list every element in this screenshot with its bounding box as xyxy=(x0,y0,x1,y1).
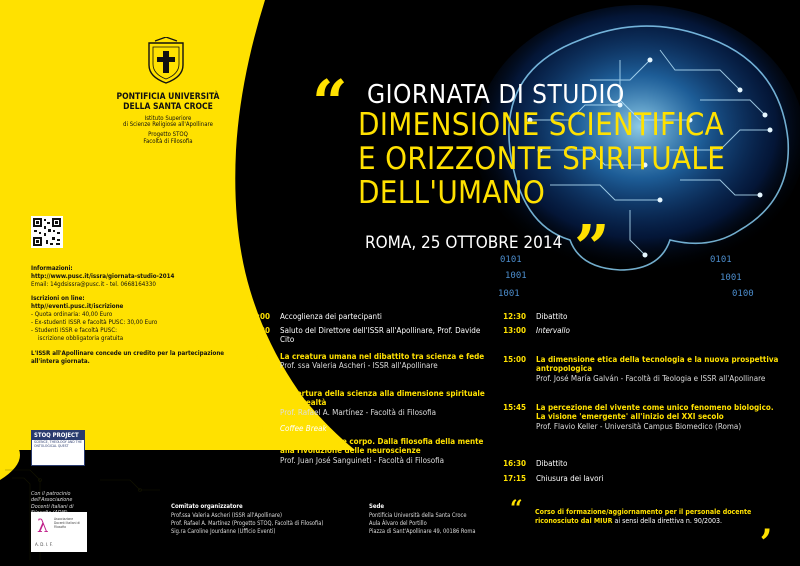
university-name: PONTIFICIA UNIVERSITÀ xyxy=(116,92,220,102)
course-open-quote-mark: “ xyxy=(510,496,523,522)
program-item xyxy=(500,459,780,468)
program-item xyxy=(500,403,780,431)
institute-name: Istituto Superiore xyxy=(144,114,192,122)
program-time: 13:00 xyxy=(503,326,526,335)
course-close-quote-mark: , xyxy=(761,503,773,543)
institute-name-line-2: di Scienze Religiose all'Apollinare xyxy=(123,121,213,129)
program-title: Saluto del Direttore dell'ISSR all'Apollinare, Prof. Davide Cito xyxy=(280,326,481,345)
program-title: Chiusura dei lavori xyxy=(536,474,604,483)
event-kicker: GIORNATA DI STUDIO xyxy=(367,80,625,110)
svg-text:1001: 1001 xyxy=(720,273,742,283)
program-time: 11:15 xyxy=(247,424,270,433)
registration-heading: Iscrizioni on line: xyxy=(31,294,85,302)
info-url-link[interactable]: http://www.pusc.it/issra/giornata-studio-2014 xyxy=(31,272,175,280)
program-item xyxy=(244,326,494,345)
program-item xyxy=(244,389,494,417)
stoq-project-label: Progetto STOQ xyxy=(148,131,188,139)
svg-text:1001: 1001 xyxy=(505,271,527,281)
close-quote-mark: ” xyxy=(574,211,610,284)
program-item xyxy=(500,355,780,383)
committee-member: Prof.ssa Valeria Ascheri (ISSR all'Apollinare) xyxy=(171,512,282,519)
adif-logo-text: Associazione Docenti Italiani di Filosofia xyxy=(54,517,81,529)
registration-url-link[interactable]: http//eventi.pusc.it/iscrizione xyxy=(31,302,124,310)
program-title: Dibattito xyxy=(536,459,568,468)
venue-heading: Sede xyxy=(369,503,385,510)
event-title-line-3: DELL'UMANO xyxy=(358,174,546,211)
course-accreditation-note xyxy=(535,508,757,526)
venue-block xyxy=(369,503,475,536)
lambda-icon: λ xyxy=(37,516,49,537)
event-title-line-1: DIMENSIONE SCIENTIFICA xyxy=(358,107,725,143)
program-title: L'uomo: anima e corpo. Dalla filosofia della mente alla rivoluzione delle neuroscienze xyxy=(280,437,484,456)
info-contact: Email: 14gdsissra@pusc.it - tel. 0668164330 xyxy=(31,280,156,288)
program-item xyxy=(244,352,494,371)
committee-heading: Comitato organizzatore xyxy=(171,503,243,510)
adif-logo-abbr: A. D. I. F. xyxy=(35,543,53,548)
venue-line: Aula Álvaro del Portillo xyxy=(369,520,427,527)
faculty-label: Facoltà di Filosofia xyxy=(143,138,193,146)
event-title xyxy=(358,109,725,210)
university-block xyxy=(92,93,244,146)
program-title: L'apertura della scienza alla dimensione spirituale della realtà xyxy=(280,389,485,408)
program-time: 9:45 xyxy=(252,352,270,361)
svg-text:0100: 0100 xyxy=(732,289,754,299)
info-heading: Informazioni: xyxy=(31,265,73,272)
stoq-logo-subtitle: SCIENCE, THEOLOGY AND THE ONTOLOGICAL QUEST xyxy=(34,440,82,448)
open-quote-mark: “ xyxy=(312,66,348,139)
organizing-committee xyxy=(171,503,323,536)
fee-item: - Ex-studenti ISSR e facoltà PUSC: 30,00 Euro xyxy=(31,319,241,327)
program-title: Accoglienza dei partecipanti xyxy=(280,312,382,321)
event-title-line-2: E ORIZZONTE SPIRITUALE xyxy=(358,140,726,177)
program-time: 15:45 xyxy=(503,403,526,412)
program-time: 11:45 xyxy=(247,437,270,446)
adif-logo xyxy=(31,512,87,552)
program-item xyxy=(244,424,494,433)
program-title: La dimensione etica della tecnologia e la nuova prospettiva antropologica xyxy=(536,355,779,374)
program-time: 16:30 xyxy=(503,459,526,468)
program-time: 17:15 xyxy=(503,474,526,483)
course-text-end: ai sensi della direttiva n. 90/2003. xyxy=(612,517,722,526)
stoq-logo xyxy=(31,430,85,466)
program-speaker: Prof. ssa Valeria Ascheri - ISSR all'Apollinare xyxy=(280,361,438,371)
svg-text:0101: 0101 xyxy=(500,255,522,265)
program-title: Dibattito xyxy=(536,312,568,321)
fee-list xyxy=(31,311,241,335)
program-time: 9:30 xyxy=(252,326,270,335)
course-text: Corso di formazione/aggiornamento per il personale docente riconosciuto dal xyxy=(535,508,752,526)
program-speaker: Prof. Flavio Keller - Università Campus Biomedico (Roma) xyxy=(536,421,742,431)
university-name-line-2: DELLA SANTA CROCE xyxy=(123,101,213,112)
program-item xyxy=(500,312,780,321)
program-title: La creatura umana nel dibattito tra scienza e fede xyxy=(280,352,485,361)
committee-member: Sig.ra Caroline Jourdanne (Ufficio Eventi) xyxy=(171,529,276,536)
program-time: 12:30 xyxy=(503,312,526,321)
program-speaker: Prof. Rafael A. Martínez - Facoltà di Filosofia xyxy=(280,407,437,417)
program-time: 15:00 xyxy=(503,355,526,364)
fee-item: - Studenti ISSR e facoltà PUSC: xyxy=(31,327,241,335)
program-title: Coffee Break xyxy=(280,424,327,433)
program-time: 9:00 xyxy=(252,312,270,321)
info-block xyxy=(31,265,241,366)
program-item xyxy=(500,474,780,483)
program-title: La percezione del vivente come unico fenomeno biologico. La visione 'emergente' all'inizio del XXI secolo xyxy=(536,403,774,422)
credit-note: L'ISSR all'Apollinare concede un credito per la partecipazione all'intera giornata. xyxy=(31,350,225,366)
adif-patronage-note: Con il patrocinio dell'Associazione Docenti Italiani di xyxy=(31,491,74,510)
qr-code-icon[interactable] xyxy=(31,216,63,248)
program-speaker: Prof. José María Galván - Facoltà di Teologia e ISSR all'Apollinare xyxy=(536,373,766,383)
event-date: ROMA, 25 OTTOBRE 2014 xyxy=(365,233,563,253)
venue-line: Pontificia Università della Santa Croce xyxy=(369,512,467,519)
fee-item: - Quota ordinaria: 40,00 Euro xyxy=(31,311,241,319)
fee-item-extra: iscrizione obbligatoria gratuita xyxy=(38,334,124,342)
venue-line: Piazza di Sant'Apollinare 49, 00186 Roma xyxy=(369,529,476,536)
program-item xyxy=(244,312,494,321)
miur-label: MIUR xyxy=(593,517,613,526)
program-item xyxy=(244,437,494,465)
svg-text:1001: 1001 xyxy=(498,289,520,299)
committee-member: Prof. Rafael A. Martínez (Progetto STOQ, Facoltà di Filosofia) xyxy=(171,520,324,527)
svg-text:0101: 0101 xyxy=(710,255,732,265)
program-speaker: Prof. Juan José Sanguineti - Facoltà di Filosofia xyxy=(280,455,445,465)
stoq-logo-title: STOQ PROJECT xyxy=(32,431,84,440)
program-item xyxy=(500,326,780,335)
seal-icon xyxy=(143,37,189,85)
program-title: Intervallo xyxy=(536,326,570,335)
program-time: 10:30 xyxy=(247,389,270,398)
